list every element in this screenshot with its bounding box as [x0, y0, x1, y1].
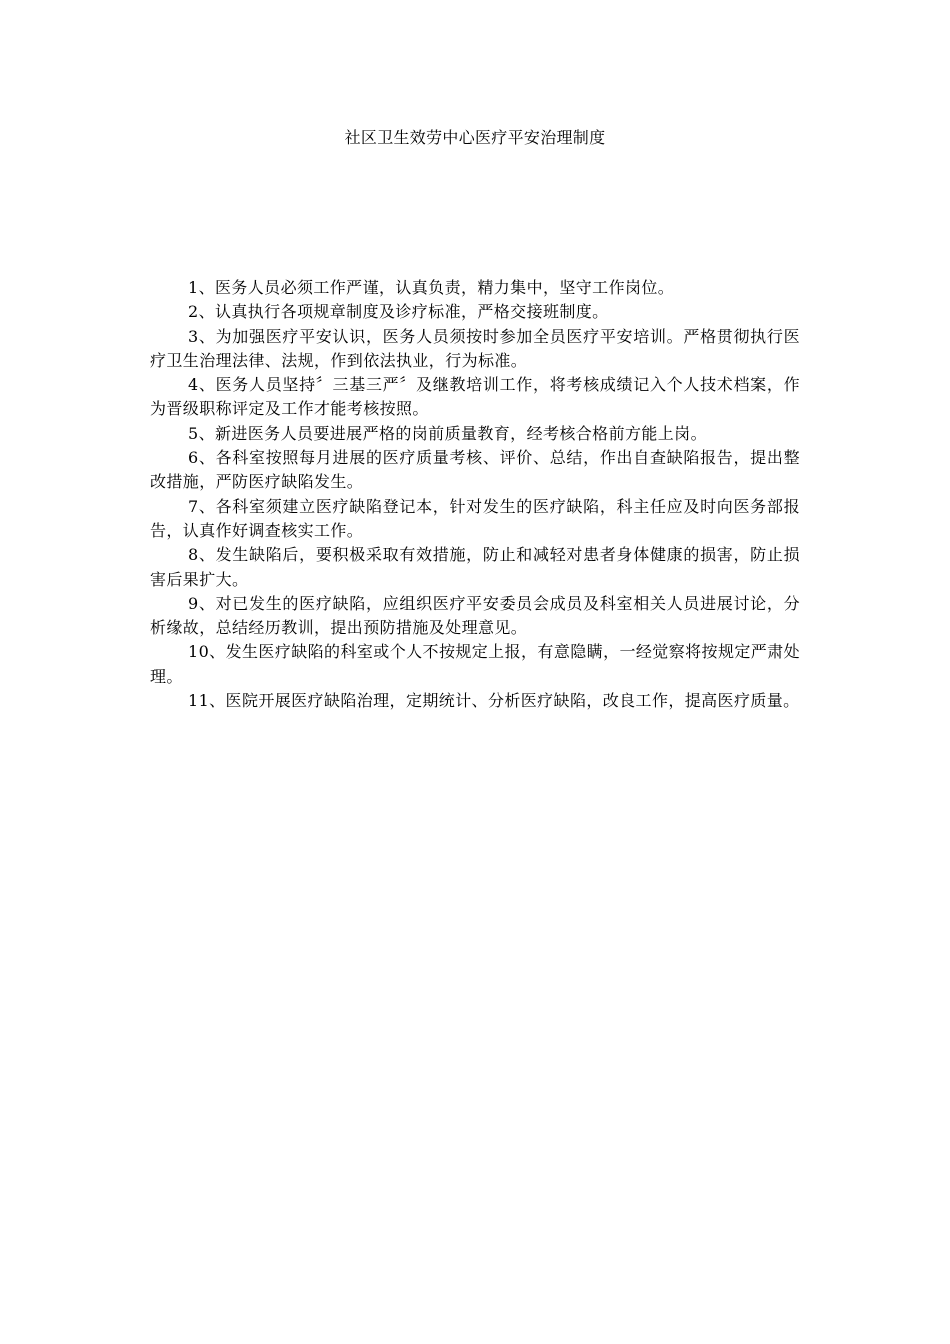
paragraph-2: 2、认真执行各项规章制度及诊疗标准，严格交接班制度。	[188, 302, 609, 322]
document-title: 社区卫生效劳中心医疗平安治理制度	[344, 128, 606, 147]
paragraph-1: 1、医务人员必须工作严谨，认真负责，精力集中，坚守工作岗位。	[188, 278, 675, 297]
paragraph-5: 5、新进医务人员要进展严格的岗前质量教育，经考核合格前方能上岗。	[188, 423, 707, 443]
paragraph-7: 7、各科室须建立医疗缺陷登记本，针对发生的医疗缺陷，科主任应及时向医务部报告，认真作好调查核实工作。	[150, 496, 800, 540]
paragraph-3: 3、为加强医疗平安认识，医务人员须按时参加全员医疗平安培训。严格贯彻执行医疗卫生治理法律、法规，作到依法执业，行为标准。	[150, 326, 800, 370]
paragraph-11: 11、医院开展医疗缺陷治理，定期统计、分析医疗缺陷，改良工作，提高医疗质量。	[188, 691, 800, 711]
paragraph-9: 9、对已发生的医疗缺陷，应组织医疗平安委员会成员及科室相关人员进展讨论，分析缘故，总结经历教训，提出预防措施及处理意见。	[150, 593, 800, 638]
paragraph-8: 8、发生缺陷后，要积极采取有效措施，防止和减轻对患者身体健康的损害，防止损害后果扩大。	[150, 545, 800, 589]
document-body	[150, 276, 800, 713]
paragraph-6: 6、各科室按照每月进展的医疗质量考核、评价、总结，作出自查缺陷报告，提出整改措施，严防医疗缺陷发生。	[150, 448, 800, 492]
paragraph-4: 4、医务人员坚持〞三基三严〞及继教培训工作，将考核成绩记入个人技术档案，作为晋级职称评定及工作才能考核按照。	[150, 375, 800, 419]
paragraph-10: 10、发生医疗缺陷的科室或个人不按规定上报，有意隐瞒，一经觉察将按规定严肃处理。	[150, 642, 800, 686]
